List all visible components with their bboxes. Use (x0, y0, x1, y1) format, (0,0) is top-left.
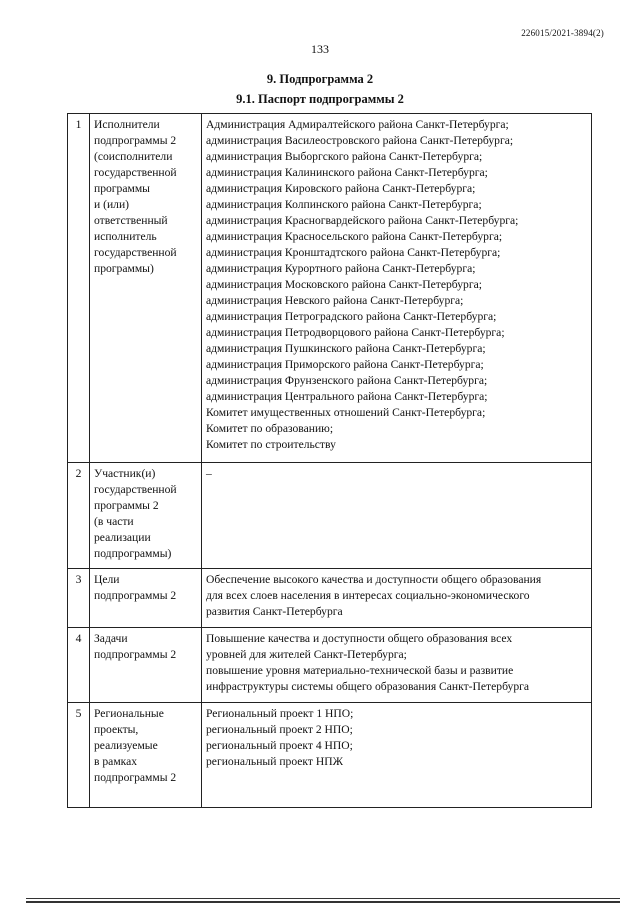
row-label (90, 114, 202, 463)
row-number: 1 (68, 114, 90, 463)
row-value-line: развития Санкт-Петербурга (206, 605, 343, 618)
footer-rule-thick (26, 901, 620, 903)
row-label-line: и (или) (94, 198, 130, 211)
row-label-line: реализуемые (94, 739, 158, 752)
row-value-line: администрация Приморского района Санкт-Петербурга; (206, 358, 484, 371)
row-value-line: Администрация Адмиралтейского района Санкт-Петербурга; (206, 118, 509, 131)
row-number: 3 (68, 569, 90, 628)
row-value-line: администрация Невского района Санкт-Петербурга; (206, 294, 464, 307)
row-label-line: подпрограммы 2 (94, 134, 177, 147)
row-label-line: программы) (94, 262, 154, 275)
row-value-line: администрация Василеостровского района Санкт-Петербурга; (206, 134, 514, 147)
row-label-line: Задачи (94, 632, 128, 645)
row-value-line: администрация Московского района Санкт-Петербурга; (206, 278, 482, 291)
row-value-line: администрация Красносельского района Санкт-Петербурга; (206, 230, 503, 243)
row-value-line: администрация Выборгского района Санкт-Петербурга; (206, 150, 483, 163)
row-label-line: государственной (94, 166, 177, 179)
row-label-line: в рамках (94, 755, 138, 768)
row-value-line: региональный проект 2 НПО; (206, 723, 353, 736)
row-label-line: (в части (94, 515, 134, 528)
row-value (202, 114, 592, 463)
row-label-line: Цели (94, 573, 120, 586)
passport-table (67, 113, 592, 808)
row-value-line: администрация Курортного района Санкт-Петербурга; (206, 262, 476, 275)
row-label-line: государственной (94, 246, 177, 259)
row-label-line: программы (94, 182, 150, 195)
row-value-line: региональный проект НПЖ (206, 755, 343, 768)
row-value-line: администрация Калининского района Санкт-Петербурга; (206, 166, 488, 179)
row-label-line: проекты, (94, 723, 139, 736)
row-label-line: подпрограммы 2 (94, 771, 177, 784)
row-value-line: администрация Красногвардейского района Санкт-Петербурга; (206, 214, 519, 227)
row-value-line: уровней для жителей Санкт-Петербурга; (206, 648, 407, 661)
row-label-line: подпрограммы) (94, 547, 172, 560)
row-label-line: (соисполнители (94, 150, 173, 163)
row-value-line: Региональный проект 1 НПО; (206, 707, 354, 720)
document-id: 226015/2021-3894(2) (521, 28, 604, 38)
row-label-line: реализации (94, 531, 151, 544)
footer-rule (26, 898, 620, 899)
row-value-line: повышение уровня материально-технической базы и развитие (206, 664, 514, 677)
row-label (90, 463, 202, 569)
page-number: 133 (311, 42, 329, 56)
row-number: 2 (68, 463, 90, 569)
row-number: 5 (68, 703, 90, 808)
row-value-line: – (206, 467, 212, 480)
row-value-line: администрация Петроградского района Санкт-Петербурга; (206, 310, 497, 323)
row-value-line: администрация Кронштадтского района Санкт-Петербурга; (206, 246, 501, 259)
row-label (90, 628, 202, 703)
table-row (68, 463, 592, 569)
row-number: 4 (68, 628, 90, 703)
row-value-line: Повышение качества и доступности общего образования всех (206, 632, 513, 645)
row-label-line: Региональные (94, 707, 164, 720)
row-label-line: Исполнители (94, 118, 160, 131)
row-value-line: Обеспечение высокого качества и доступности общего образования (206, 573, 542, 586)
row-value (202, 463, 592, 569)
row-value (202, 628, 592, 703)
row-value-line: администрация Пушкинского района Санкт-Петербурга; (206, 342, 486, 355)
row-value-line: администрация Кировского района Санкт-Петербурга; (206, 182, 476, 195)
table-row (68, 569, 592, 628)
row-label-line: государственной (94, 483, 177, 496)
row-value-line: Комитет по образованию; (206, 422, 334, 435)
row-value-line: Комитет по строительству (206, 438, 336, 451)
row-value-line: администрация Петродворцового района Санкт-Петербурга; (206, 326, 505, 339)
table-row (68, 703, 592, 808)
row-label-line: ответственный (94, 214, 168, 227)
row-label-line: программы 2 (94, 499, 159, 512)
row-value (202, 569, 592, 628)
table-row (68, 628, 592, 703)
row-value-line: Комитет имущественных отношений Санкт-Петербурга; (206, 406, 486, 419)
row-value (202, 703, 592, 808)
row-label-line: исполнитель (94, 230, 157, 243)
row-label-line: Участник(и) (94, 467, 156, 480)
row-value-line: администрация Колпинского района Санкт-Петербурга; (206, 198, 482, 211)
row-value-line: для всех слоев населения в интересах социально-экономического (206, 589, 530, 602)
subsection-title: 9.1. Паспорт подпрограммы 2 (236, 92, 404, 106)
row-label (90, 569, 202, 628)
table-row (68, 114, 592, 463)
row-value-line: администрация Центрального района Санкт-Петербурга; (206, 390, 488, 403)
row-label (90, 703, 202, 808)
row-value-line: инфраструктуры системы общего образования Санкт-Петербурга (206, 680, 530, 693)
row-label-line: подпрограммы 2 (94, 648, 177, 661)
section-title: 9. Подпрограмма 2 (266, 72, 374, 86)
row-value-line: региональный проект 4 НПО; (206, 739, 353, 752)
row-label-line: подпрограммы 2 (94, 589, 177, 602)
row-value-line: администрация Фрунзенского района Санкт-Петербурга; (206, 374, 488, 387)
